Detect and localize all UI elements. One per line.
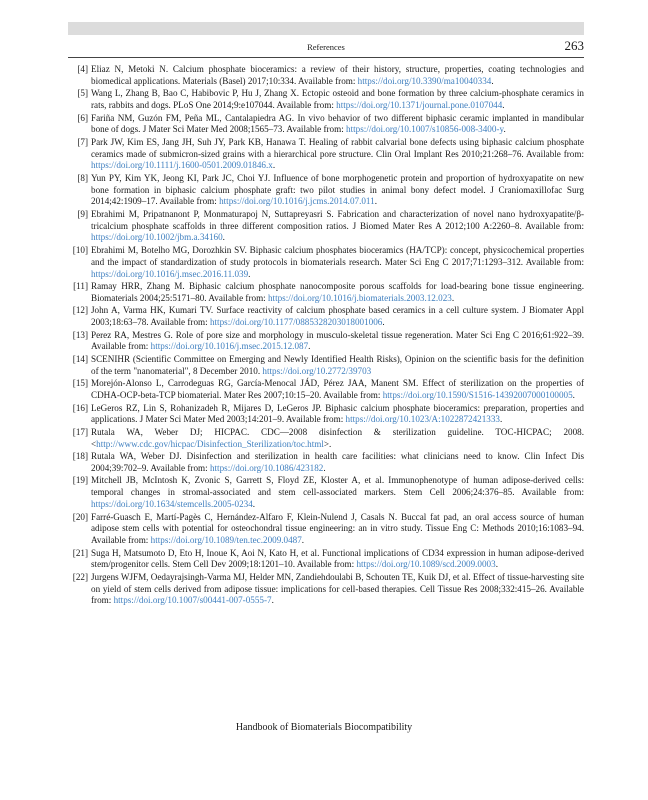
reference-text: SCENIHR (Scientific Committee on Emerging and Newly Identified Health Risks), Opinion on the scientific basis for the definition of the term "nanomaterial", 8 December 2010. [91,353,584,376]
reference-text: LeGeros RZ, Lin S, Rohanizadeh R, Mijares D, LeGeros JP. Biphasic calcium phosphate bioceramics: preparation, properties and applications. J Mater Sci Mater Med 2003;14:201–9. Available from: [91,402,584,425]
reference-item [68,305,584,329]
reference-number: [12] [72,305,88,316]
reference-number: [17] [72,426,88,437]
reference-text: Farré-Guasch E, Martí-Pagès C, Hernández-Alfaro F, Klein-Nulend J, Casals N. Buccal fat pad, an oral access source of human adipose stem cells with potential for osteochondral tissue engineering: an in vitro study. Tissue Eng C: Methods 2010;16:1083–94. Available from: [91,511,584,545]
reference-doi-link[interactable]: https://doi.org/10.1016/j.jcms.2014.07.011 [219,196,375,207]
reference-number: [22] [72,571,88,582]
reference-doi-link[interactable]: https://doi.org/10.1590/S1516-14392007000100005 [382,390,573,401]
running-title: References [307,42,345,52]
reference-tail: . [248,268,251,279]
reference-item [68,572,584,607]
reference-tail: >. [323,438,332,449]
reference-text: Mitchell JB, McIntosh K, Zvonic S, Garrett S, Floyd ZE, Kloster A, et al. Immunophenotype of human adipose-derived cells: temporal changes in stromal-associated and stem cell-associated markers. Stem Cell 2006;24:376–85. Available from: [91,475,584,498]
reference-text: Ebrahimi M, Botelho MG, Dorozhkin SV. Biphasic calcium phosphates bioceramics (HA/TCP): concept, physicochemical properties and the impact of standardization of study protocols in biomaterials research. Mater Sci Eng C 2017;71:1293–312. Available from: [91,245,584,267]
reference-doi-link[interactable]: https://doi.org/10.1086/423182 [209,462,324,473]
reference-text: Rutala WA, Weber DJ. Disinfection and sterilization in health care facilities: what clinicians need to know. Clin Infect Dis 2004;39:702–9. Available from: [91,451,584,473]
reference-doi-link[interactable]: https://doi.org/10.1111/j.1600-0501.2009.01846.x [91,160,273,171]
reference-item [68,209,584,244]
header-bar [68,22,584,35]
reference-number: [14] [72,353,88,364]
reference-item [68,403,584,427]
reference-number: [10] [72,245,88,256]
reference-tail: . [500,414,503,425]
reference-item [68,330,584,354]
reference-doi-link[interactable]: https://doi.org/10.1023/A:1022872421333 [345,414,500,425]
reference-tail: . [382,317,385,328]
reference-item [68,378,584,402]
reference-doi-link[interactable]: https://doi.org/10.1089/ten.tec.2009.0487 [150,535,302,545]
reference-doi-link[interactable]: https://doi.org/10.1016/j.msec.2016.11.039 [91,268,249,279]
reference-text: Morejón-Alonso L, Carrodeguas RG, García-Menocal JÁD, Pérez JAA, Manent SM. Effect of sterilization on the properties of CDHA-OCP-beta-TCP biomaterial. Mater Res 2007;10:15–20. Available from: [91,378,584,401]
reference-text: Park JW, Kim ES, Jang JH, Suh JY, Park KB, Hanawa T. Healing of rabbit calvarial bone defects using biphasic calcium phosphate ceramics made of submicron-sized grains with a hierarchical pore structure. Clin Oral Implant Res 2010;21:268–76. Available from: [91,136,584,159]
reference-number: [18] [72,451,88,462]
reference-tail: . [502,100,505,111]
reference-text: Ebrahimi M, Pripatnanont P, Monmaturapoj N, Suttapreyasri S. Fabrication and characterization of novel nano hydroxyapatite/β- tricalcium phosphate scaffolds in three different composition ratios. J Biomed Mater Res A 2012;100 A:2260–8. Available from: [91,208,584,231]
reference-item [68,512,584,547]
reference-doi-link[interactable]: https://doi.org/10.1016/j.msec.2015.12.087 [150,341,309,352]
reference-number: [7] [77,136,88,147]
reference-number: [9] [77,208,88,219]
book-title-footer: Handbook of Biomaterials Biocompatibility [235,722,413,733]
reference-doi-link[interactable]: https://doi.org/10.1002/jbm.a.34160 [91,232,223,243]
reference-doi-link[interactable]: https://doi.org/10.1007/s00441-007-0555-7 [113,595,272,606]
reference-tail: . [374,196,377,207]
reference-doi-link[interactable]: https://doi.org/10.1007/s10856-008-3400-y [346,124,504,135]
reference-text: Jurgens WJFM, Oedayrajsingh-Varma MJ, Helder MN, Zandiehdoulabi B, Schouten TE, Kuik DJ, et al. Effect of tissue-harvesting site on yield of stem cells derived from adipose tissue: implications for cell-based therapies. Cell Tissue Res 2008;332:415–26. Available from: [91,571,584,606]
reference-number: [15] [72,378,88,389]
page-header [68,38,584,56]
reference-text: Yun PY, Kim YK, Jeong KI, Park JC, Choi YJ. Influence of bone morphogenetic protein and proportion of hydroxyapatite on new bone formation in biphasic calcium phosphate graft: two pilot studies in animal bony defect model. J Craniomaxillofac Surg 2014;42:1909–17. Available from: [91,172,584,207]
reference-item [68,245,584,280]
reference-number: [6] [77,112,88,123]
reference-tail: . [222,232,225,243]
reference-item [68,64,584,88]
reference-tail: . [451,292,455,303]
reference-text: Perez RA, Mestres G. Role of pore size and morphology in musculo-skeletal tissue regeneration. Mater Sci Eng C 2016;61:922–39. Available from: [91,329,584,352]
reference-item [68,427,584,451]
reference-item [68,281,584,305]
reference-number: [11] [73,281,88,292]
reference-tail: . [271,595,274,606]
reference-number: [19] [72,475,88,486]
reference-number: [21] [72,547,88,558]
reference-text: Wang L, Zhang B, Bao C, Habibovic P, Hu J, Zhang X. Ectopic osteoid and bone formation by three calcium-phosphate ceramics in rats, rabbits and dogs. PLoS One 2014;9:e107044. Available from: [91,88,584,111]
reference-item [68,548,584,572]
reference-tail: . [491,75,494,86]
reference-text: Ramay HRR, Zhang M. Biphasic calcium phosphate nanocomposite porous scaffolds for load-bearing bone tissue engineering. Biomaterials 2004;25:5171–80. Available from: [91,281,584,303]
header-rule [68,57,584,58]
reference-tail: . [323,462,326,473]
reference-item [68,354,584,378]
reference-item [68,113,584,137]
reference-doi-link[interactable]: https://doi.org/10.1371/journal.pone.0107044 [336,100,503,111]
reference-text: Suga H, Matsumoto D, Eto H, Inoue K, Aoi N, Kato H, et al. Functional implications of CD34 expression in human adipose-derived stem/progenitor cells. Stem Cell Dev 2009;18:1201–10. Available from: [91,547,584,570]
reference-text: John A, Varma HK, Kumari TV. Surface reactivity of calcium phosphate based ceramics in a cell culture system. J Biomater Appl 2003;18:63–78. Available from: [91,305,584,328]
reference-number: [5] [77,88,88,99]
reference-tail: . [572,390,575,401]
reference-item [68,137,584,172]
reference-doi-link[interactable]: http://www.cdc.gov/hicpac/Disinfection_Sterilization/toc.html [96,438,324,449]
reference-number: [8] [77,172,88,183]
reference-item [68,451,584,475]
reference-list [68,64,584,608]
reference-number: [16] [72,402,88,413]
reference-doi-link[interactable]: https://doi.org/10.2772/39703 [262,365,372,376]
reference-tail: . [272,160,276,171]
reference-doi-link[interactable]: https://doi.org/10.1089/scd.2009.0003 [356,559,496,570]
reference-tail: . [495,559,498,570]
page-number: 263 [564,38,584,53]
reference-text: Rutala WA, Weber DJ; HICPAC. CDC—2008 disinfection & sterilization guideline. TOC-HICPAC; 2008. < [91,426,584,449]
reference-number: [20] [72,511,88,522]
reference-number: [13] [72,329,88,340]
reference-doi-link[interactable]: https://doi.org/10.1016/j.biomaterials.2003.12.023 [267,292,452,303]
reference-doi-link[interactable]: https://doi.org/10.3390/ma10040334 [357,75,492,86]
reference-item [68,475,584,510]
reference-doi-link[interactable]: https://doi.org/10.1177/0885328203018001006 [209,317,383,328]
reference-text: Fariña NM, Guzón FM, Peña ML, Cantalapiedra AG. In vivo behavior of two different biphasic ceramic implanted in mandibular bone of dogs. J Mater Sci Mater Med 2008;1565–73. Available from: [91,112,584,135]
reference-doi-link[interactable]: https://doi.org/10.1634/stemcells.2005-0234 [91,498,253,509]
reference-item [68,88,584,112]
reference-item [68,173,584,208]
reference-tail: . [301,535,305,545]
reference-number: [4] [77,64,88,74]
reference-text: Eliaz N, Metoki N. Calcium phosphate bioceramics: a review of their history, structure, properties, coating technologies and biomedical applications. Materials (Basel) 2017;10:334. Available from: [91,64,584,86]
reference-tail: . [252,498,256,509]
reference-tail: . [308,341,311,352]
reference-tail: . [503,124,506,135]
